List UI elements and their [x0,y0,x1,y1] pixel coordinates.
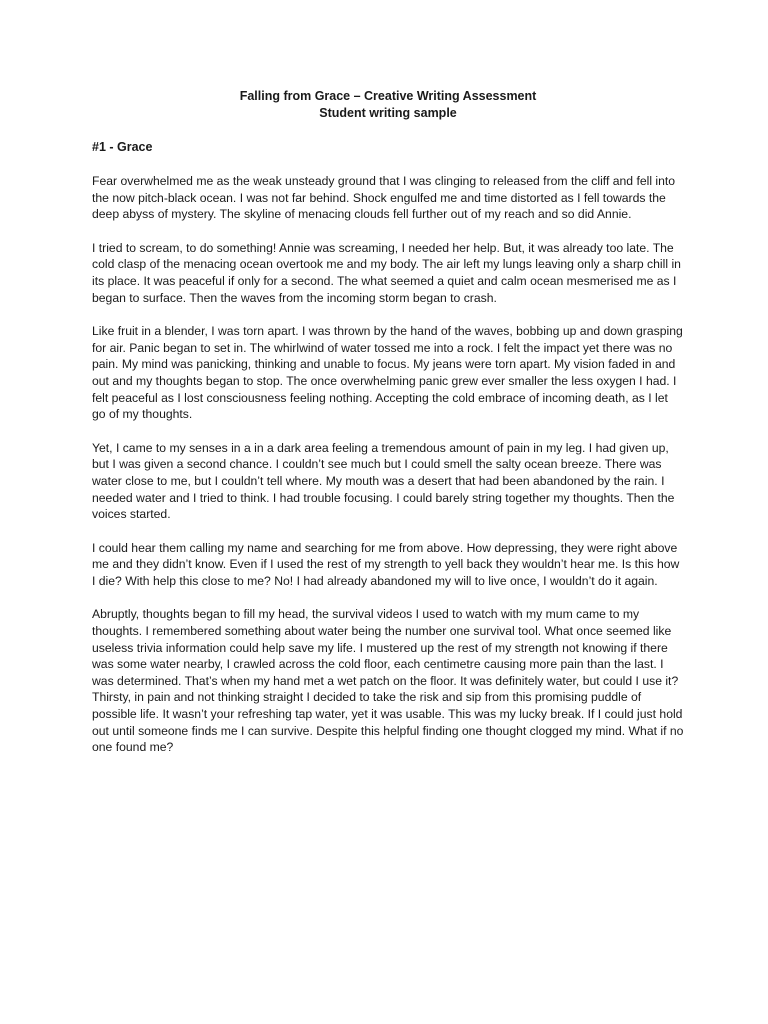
paragraph-6: Abruptly, thoughts began to fill my head, the survival videos I used to watch with my mum came to my thoughts. I remembered something about water being the number one survival tool. What once seemed like useless trivia information could help save my life. I mustered up the rest of my strength not knowing if there was some water nearby, I crawled across the cold floor, each centimetre causing more pain than the last. I was determined. That’s when my hand met a wet patch on the floor. It was definitely water, but could I use it? Thirsty, in pain and not thinking straight I decided to take the risk and sip from this promising puddle of possible life. It wasn’t your refreshing tap water, yet it was usable. This was my lucky break. If I could just hold out until someone finds me I can survive. Despite this helpful finding one thought clogged my mind. What if no one found me? [92,607,684,755]
section-heading: #1 - Grace [92,140,153,154]
document-subtitle: Student writing sample [319,106,457,120]
title-block [92,88,684,122]
document-title: Falling from Grace – Creative Writing Assessment [239,89,537,103]
document-page [92,88,684,756]
paragraph-2: I tried to scream, to do something! Annie was screaming, I needed her help. But, it was already too late. The cold clasp of the menacing ocean overtook me and my body. The air left my lungs leaving only a sharp chill in its place. It was peaceful if only for a second. The what seemed a quiet and calm ocean mesmerised me as I began to surface. Then the waves from the incoming storm began to crash. [92,240,681,305]
paragraph-1: Fear overwhelmed me as the weak unsteady ground that I was clinging to released from the cliff and fell into the now pitch-black ocean. I was not far behind. Shock engulfed me and time distorted as I fell towards the deep abyss of mystery. The skyline of menacing clouds fell further out of my reach and so did Annie. [92,174,676,222]
paragraph-3: Like fruit in a blender, I was torn apart. I was thrown by the hand of the waves, bobbing up and down grasping for air. Panic began to set in. The whirlwind of water tossed me into a rock. I felt the impact yet there was no pain. My mind was panicking, thinking and unable to focus. My jeans were torn apart. My vision faded in and out and my thoughts began to stop. The once overwhelming panic grew ever smaller the less oxygen I had. I felt peaceful as I lost consciousness feeling nothing. Accepting the cold embrace of incoming death, as I let go of my thoughts. [92,324,683,422]
paragraph-4: Yet, I came to my senses in a in a dark area feeling a tremendous amount of pain in my leg. I had given up, but I was given a second chance. I couldn’t see much but I could smell the salty ocean breeze. There was water close to me, but I couldn’t tell where. My mouth was a desert that had been abandoned by the rain. I needed water and I tried to think. I had trouble focusing. I could barely string together my thoughts. Then the voices started. [92,440,675,522]
paragraph-5: I could hear them calling my name and searching for me from above. How depressing, they were right above me and they didn’t know. Even if I used the rest of my strength to yell back they wouldn’t hear me. Is this how I die? With help this close to me? No! I had already abandoned my will to live once, I wouldn’t do it again. [92,540,680,588]
